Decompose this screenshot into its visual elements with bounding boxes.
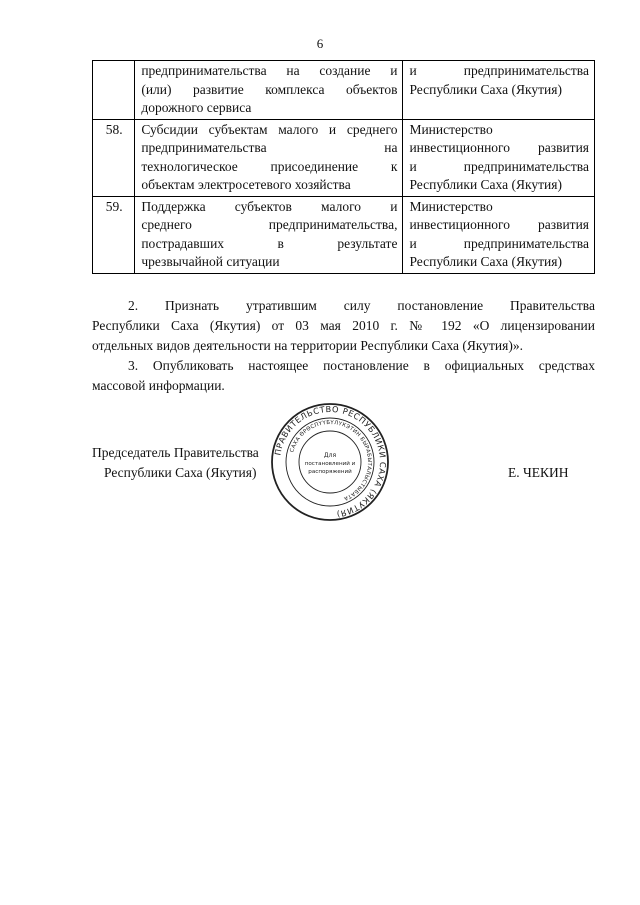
signatory-name: Е. ЧЕКИН <box>508 465 569 480</box>
signatory-title-line: Республики Саха (Якутия) <box>104 465 257 480</box>
description-line: Субсидии субъектам малого и среднего <box>141 121 398 137</box>
body-line: Республики Саха (Якутия) <box>409 81 562 97</box>
paragraph-3 <box>92 356 595 396</box>
body-line: инвестиционного развития <box>409 217 589 232</box>
measure-description <box>135 61 403 120</box>
seal-outer-text-path: ПРАВИТЕЛЬСТВО РЕСПУБЛИКИ САХА (ЯКУТИЯ) <box>272 403 389 520</box>
description-line: объектам электросетевого хозяйства <box>141 177 351 192</box>
description-line: пострадавших в результате <box>141 235 398 251</box>
measure-description <box>135 196 403 273</box>
description-line: чрезвычайной ситуации <box>141 254 280 269</box>
body-line: и предпринимательства <box>409 158 589 174</box>
responsible-body <box>403 119 595 196</box>
body-line: и предпринимательства <box>409 63 589 78</box>
responsible-body <box>403 196 595 273</box>
measure-description <box>135 119 403 196</box>
description-line: технологическое присоединение к <box>141 158 398 174</box>
seal-center-line: постановлений и <box>304 461 356 467</box>
paragraph-line: Республики Саха (Якутия) от 03 мая 2010 г. № 192 «О лицензировании <box>92 318 595 333</box>
body-line: Министерство <box>409 121 493 137</box>
signatory-title-line: Председатель Правительства <box>92 445 259 460</box>
row-number: 59. <box>93 196 135 273</box>
body-line: Республики Саха (Якутия) <box>409 254 562 269</box>
paragraph-line: 2. Признать утратившим силу постановление Правительства <box>128 298 595 313</box>
seal-center-line: Для <box>323 452 337 459</box>
table-row <box>93 61 595 120</box>
paragraph-line: массовой информации. <box>92 378 225 393</box>
signatory-title <box>92 443 259 483</box>
description-line: предпринимательства на <box>141 140 398 155</box>
body-line: Республики Саха (Якутия) <box>409 177 562 192</box>
official-seal <box>270 402 390 522</box>
description-line: (или) развитие комплекса объектов <box>141 81 398 97</box>
table-row <box>93 196 595 273</box>
description-line: Поддержка субъектов малого и <box>141 198 398 214</box>
table-row <box>93 119 595 196</box>
paragraph-line: 3. Опубликовать настоящее постановление в официальных средствах <box>128 358 595 373</box>
body-line: и предпринимательства <box>409 235 589 251</box>
measures-table <box>92 60 595 274</box>
row-number <box>93 61 135 120</box>
paragraph-line: отдельных видов деятельности на территории Республики Саха (Якутия)». <box>92 338 523 353</box>
description-line: среднего предпринимательства, <box>141 217 398 232</box>
page-number: 6 <box>316 36 324 51</box>
seal-inner-text-path: САХА ӨРӨСПҮҮБҮЛҮКЭТИН БЫРАБЫТАЛЫСТЫБАТА <box>289 419 373 502</box>
description-line: предпринимательства на создание и <box>141 63 398 78</box>
seal-center-line: распоряжений <box>308 469 352 475</box>
body-line: Министерство <box>409 198 493 214</box>
description-line: дорожного сервиса <box>141 100 252 115</box>
row-number: 58. <box>93 119 135 196</box>
body-line: инвестиционного развития <box>409 140 589 155</box>
responsible-body <box>403 61 595 120</box>
paragraph-2 <box>92 296 595 356</box>
